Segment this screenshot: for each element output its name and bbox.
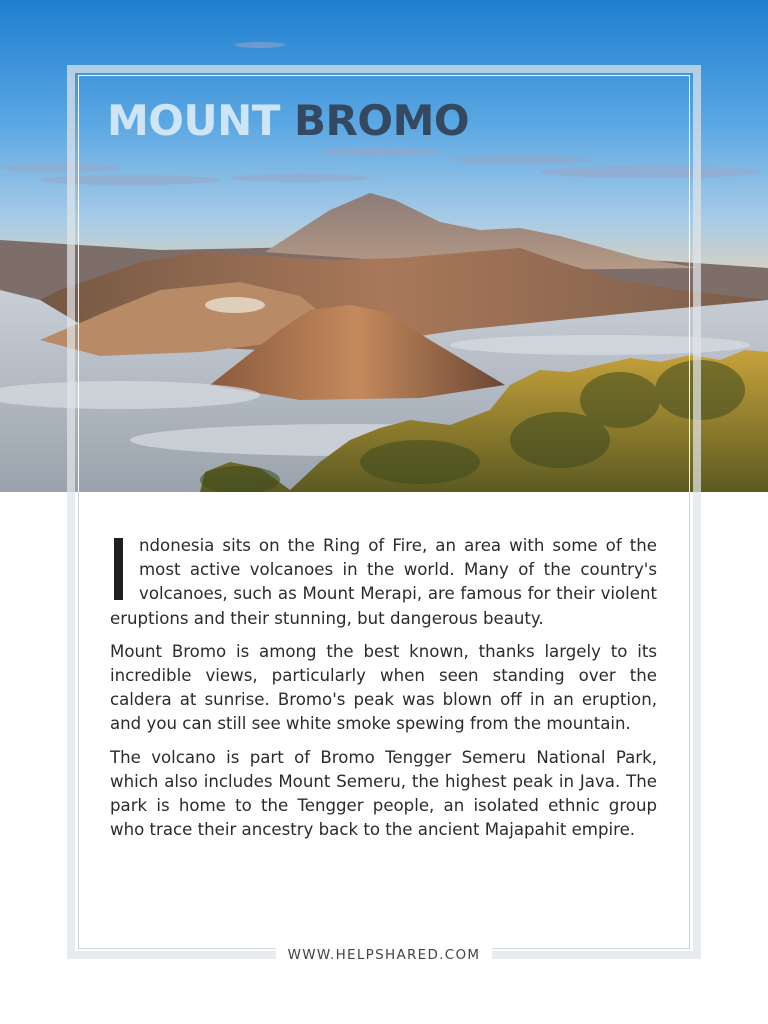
article-paragraph-3: The volcano is part of Bromo Tengger Semeru National Park, which also includes Mount Semeru, the highest peak in Java. The park is home to the Tengger people, an isolated ethnic group who trace their ancestry back to the ancient Majapahit empire. <box>110 747 657 840</box>
title-word-bromo: BROMO <box>294 96 470 145</box>
drop-cap <box>110 538 127 600</box>
website-url: WWW.HELPSHARED.COM <box>276 942 492 968</box>
page-title <box>107 93 469 149</box>
paragraph-1-text: ndonesia sits on the Ring of Fire, an area with some of the most active volcanoes in the world. Many of the country's volcanoes, such as Mount Merapi, are famous for their violent eruptions and their stunning, but dangerous beauty. <box>110 536 657 628</box>
article-paragraph-2: Mount Bromo is among the best known, thanks largely to its incredible views, particularly when seen standing over the caldera at sunrise. Bromo's peak was blown off in an eruption, and you can still see white smoke spewing from the mountain. <box>110 641 657 734</box>
article-body <box>110 534 657 851</box>
article-paragraph-1 <box>110 534 657 631</box>
title-word-mount: MOUNT <box>107 96 280 145</box>
